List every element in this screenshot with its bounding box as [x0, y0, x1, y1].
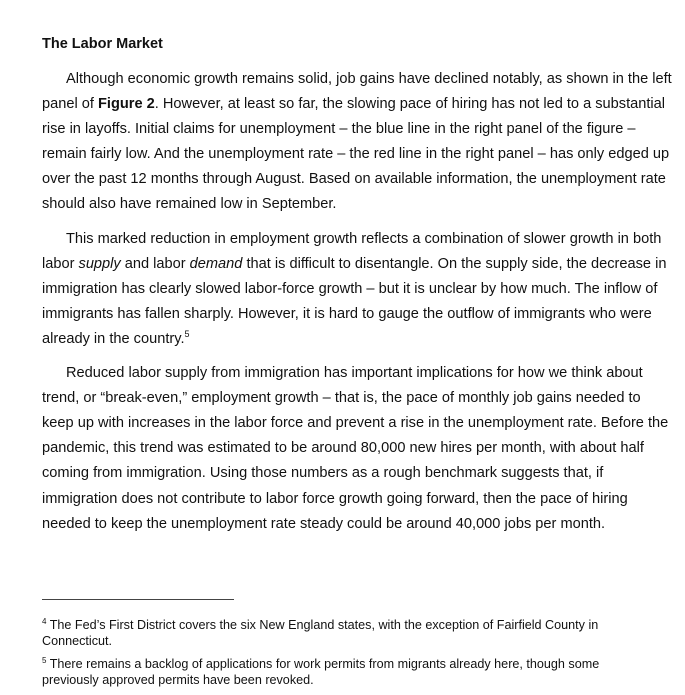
footnotes	[42, 617, 652, 695]
paragraph-2-text-c: that is difficult to disentangle. On the supply side, the decrease in immigration has clearly slowed labor-force growth – but it is unclear by how much. The inflow of immigrants has fallen sharply. However, it is hard to gauge the outflow of immigrants who were already in the country.	[42, 255, 667, 347]
demand-emphasis: demand	[189, 255, 243, 272]
section-heading: The Labor Market	[42, 36, 163, 52]
footnote-5-number: 5	[42, 655, 47, 665]
paragraph-1-text-a: Although economic growth remains solid, job gains have declined notably, as shown in the left panel of	[42, 71, 672, 113]
footnote-divider	[42, 599, 234, 600]
paragraph-2	[42, 227, 672, 352]
paragraph-2-text-a: This marked reduction in employment growth reflects a combination of slower growth in both labor	[42, 230, 662, 272]
document-body	[42, 35, 672, 546]
footnote-4-text: The Fed’s First District covers the six New England states, with the exception of Fairfield County in Connecticut.	[42, 618, 599, 648]
paragraph-3: Reduced labor supply from immigration has important implications for how we think about trend, or “break-even,” employment growth – that is, the pace of monthly job gains needed to keep up with increases in the labor force and prevent a rise in the unemployment rate. Before the pandemic, this trend was estimated to be around 80,000 new hires per month, with about half coming from immigration. Using those numbers as a rough benchmark suggests that, if immigration does not contribute to labor force growth going forward, then the pace of hiring needed to keep the unemployment rate steady could be around 40,000 jobs per month.	[42, 365, 669, 532]
footnote-ref-5[interactable]: 5	[184, 329, 190, 340]
paragraph-1	[42, 67, 672, 218]
supply-emphasis: supply	[78, 255, 121, 272]
paragraph-2-text-b: and labor	[120, 255, 190, 272]
figure-2-reference: Figure 2	[98, 96, 155, 113]
footnote-5-text: There remains a backlog of applications for work permits from migrants already here, though some previously approved permits have been revoked.	[42, 657, 600, 687]
paragraph-1-text-b: . However, at least so far, the slowing pace of hiring has not led to a substantial rise in layoffs. Initial claims for unemployment – the blue line in the right panel of the figure – remain fairly low. And the unemployment rate – the red line in the right panel – has only edged up over the past 12 months through August. Based on available information, the unemployment rate should also have remained low in September.	[42, 96, 670, 213]
footnote-4	[42, 617, 652, 649]
footnote-5	[42, 656, 652, 688]
footnote-4-number: 4	[42, 616, 47, 626]
